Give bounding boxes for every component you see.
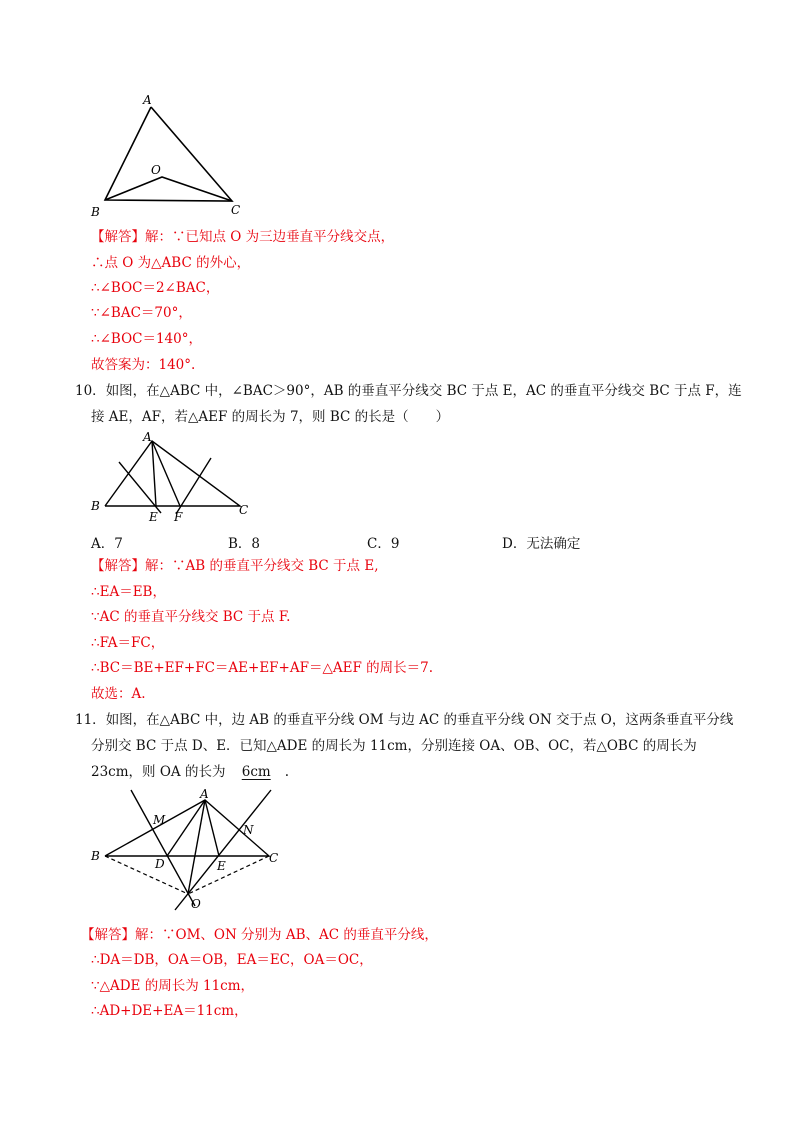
segment-ae: [205, 800, 219, 856]
label-e: E: [149, 510, 158, 524]
solution-9-line-5: ∴∠BOC＝140°，: [91, 331, 202, 347]
question-11-text-3: 23cm，则 OA 的长为: [91, 764, 226, 780]
figure-q9: [85, 90, 255, 220]
solution-9-line-6: 故答案为：140°.: [91, 357, 196, 373]
label-c: C: [231, 203, 241, 217]
question-11-answer: 6cm: [241, 764, 271, 780]
triangle-abc: [105, 441, 240, 506]
label-c: C: [239, 503, 249, 517]
segments-ob-oc: [105, 177, 232, 201]
label-a: A: [143, 93, 152, 107]
question-11-suffix: .: [284, 764, 289, 780]
label-n: N: [243, 823, 254, 837]
label-b: B: [91, 849, 100, 863]
label-o: O: [151, 163, 161, 177]
label-d: D: [155, 857, 165, 871]
triangle-abc: [105, 107, 232, 201]
label-b: B: [91, 205, 100, 219]
figure-q10: [85, 428, 255, 526]
segment-ob: [105, 856, 188, 894]
segment-ao: [188, 800, 205, 894]
solution-9-line-1: 【解答】解：∵已知点 O 为三边垂直平分线交点，: [91, 229, 395, 245]
solution-10-line-1: 【解答】解：∵AB 的垂直平分线交 BC 于点 E,: [91, 558, 379, 574]
option-b[interactable]: B．8: [228, 536, 261, 552]
solution-9-line-3: ∴∠BOC＝2∠BAC，: [91, 280, 220, 296]
label-b: B: [91, 499, 100, 513]
label-f: F: [174, 510, 183, 524]
solution-9-line-2: ∴点 O 为△ABC 的外心，: [91, 255, 251, 271]
question-10-text-1: 如图，在△ABC 中，∠BAC＞90°，AB 的垂直平分线交 BC 于点 E，AC 的垂直平分线交 BC 于点 F，连: [105, 383, 742, 399]
solution-10-line-3: ∵AC 的垂直平分线交 BC 于点 F.: [91, 609, 291, 625]
option-c[interactable]: C．9: [367, 536, 400, 552]
solution-10-line-4: ∴FA＝FC，: [91, 635, 165, 651]
option-d[interactable]: D．无法确定: [502, 536, 581, 552]
solution-11-line-4: ∴AD+DE+EA＝11cm，: [91, 1003, 248, 1019]
segment-oc: [188, 856, 269, 894]
question-11-line-1: [75, 711, 733, 729]
label-a: A: [200, 787, 209, 801]
solution-9-line-4: ∵∠BAC＝70°，: [91, 305, 192, 321]
solution-11-line-1: 【解答】解：∵OM、ON 分别为 AB、AC 的垂直平分线，: [81, 927, 438, 943]
solution-10-line-5: ∴BC＝BE+EF+FC＝AE+EF+AF＝△AEF 的周长＝7.: [91, 660, 433, 676]
solution-10-line-2: ∴EA＝EB，: [91, 584, 166, 600]
question-10-line-2: 接 AE，AF，若△AEF 的周长为 7，则 BC 的长是（ ）: [91, 409, 450, 425]
solution-11-line-3: ∵△ADE 的周长为 11cm，: [91, 978, 255, 994]
option-a[interactable]: A．7: [91, 536, 123, 552]
label-c: C: [269, 851, 279, 865]
question-10-number: 10．: [75, 383, 106, 399]
question-10-line-1: [75, 382, 742, 400]
label-a: A: [143, 430, 152, 444]
line-om: [131, 790, 195, 906]
solution-11-line-2: ∴DA＝DB，OA＝OB，EA＝EC，OA＝OC，: [91, 952, 373, 968]
question-11-number: 11．: [75, 712, 106, 728]
label-o: O: [191, 897, 201, 911]
label-e: E: [217, 859, 226, 873]
figure-q11: [85, 784, 290, 914]
label-m: M: [153, 813, 166, 827]
solution-10-line-6: 故选：A.: [91, 686, 146, 702]
question-11-line-2: 分别交 BC 于点 D、E．已知△ADE 的周长为 11cm，分别连接 OA、OB、OC，若△OBC 的周长为: [91, 738, 697, 754]
segment-ae: [152, 441, 156, 506]
question-11-line-3: [91, 763, 289, 781]
question-11-text-1: 如图，在△ABC 中，边 AB 的垂直平分线 OM 与边 AC 的垂直平分线 ON 交于点 O，这两条垂直平分线: [105, 712, 734, 728]
